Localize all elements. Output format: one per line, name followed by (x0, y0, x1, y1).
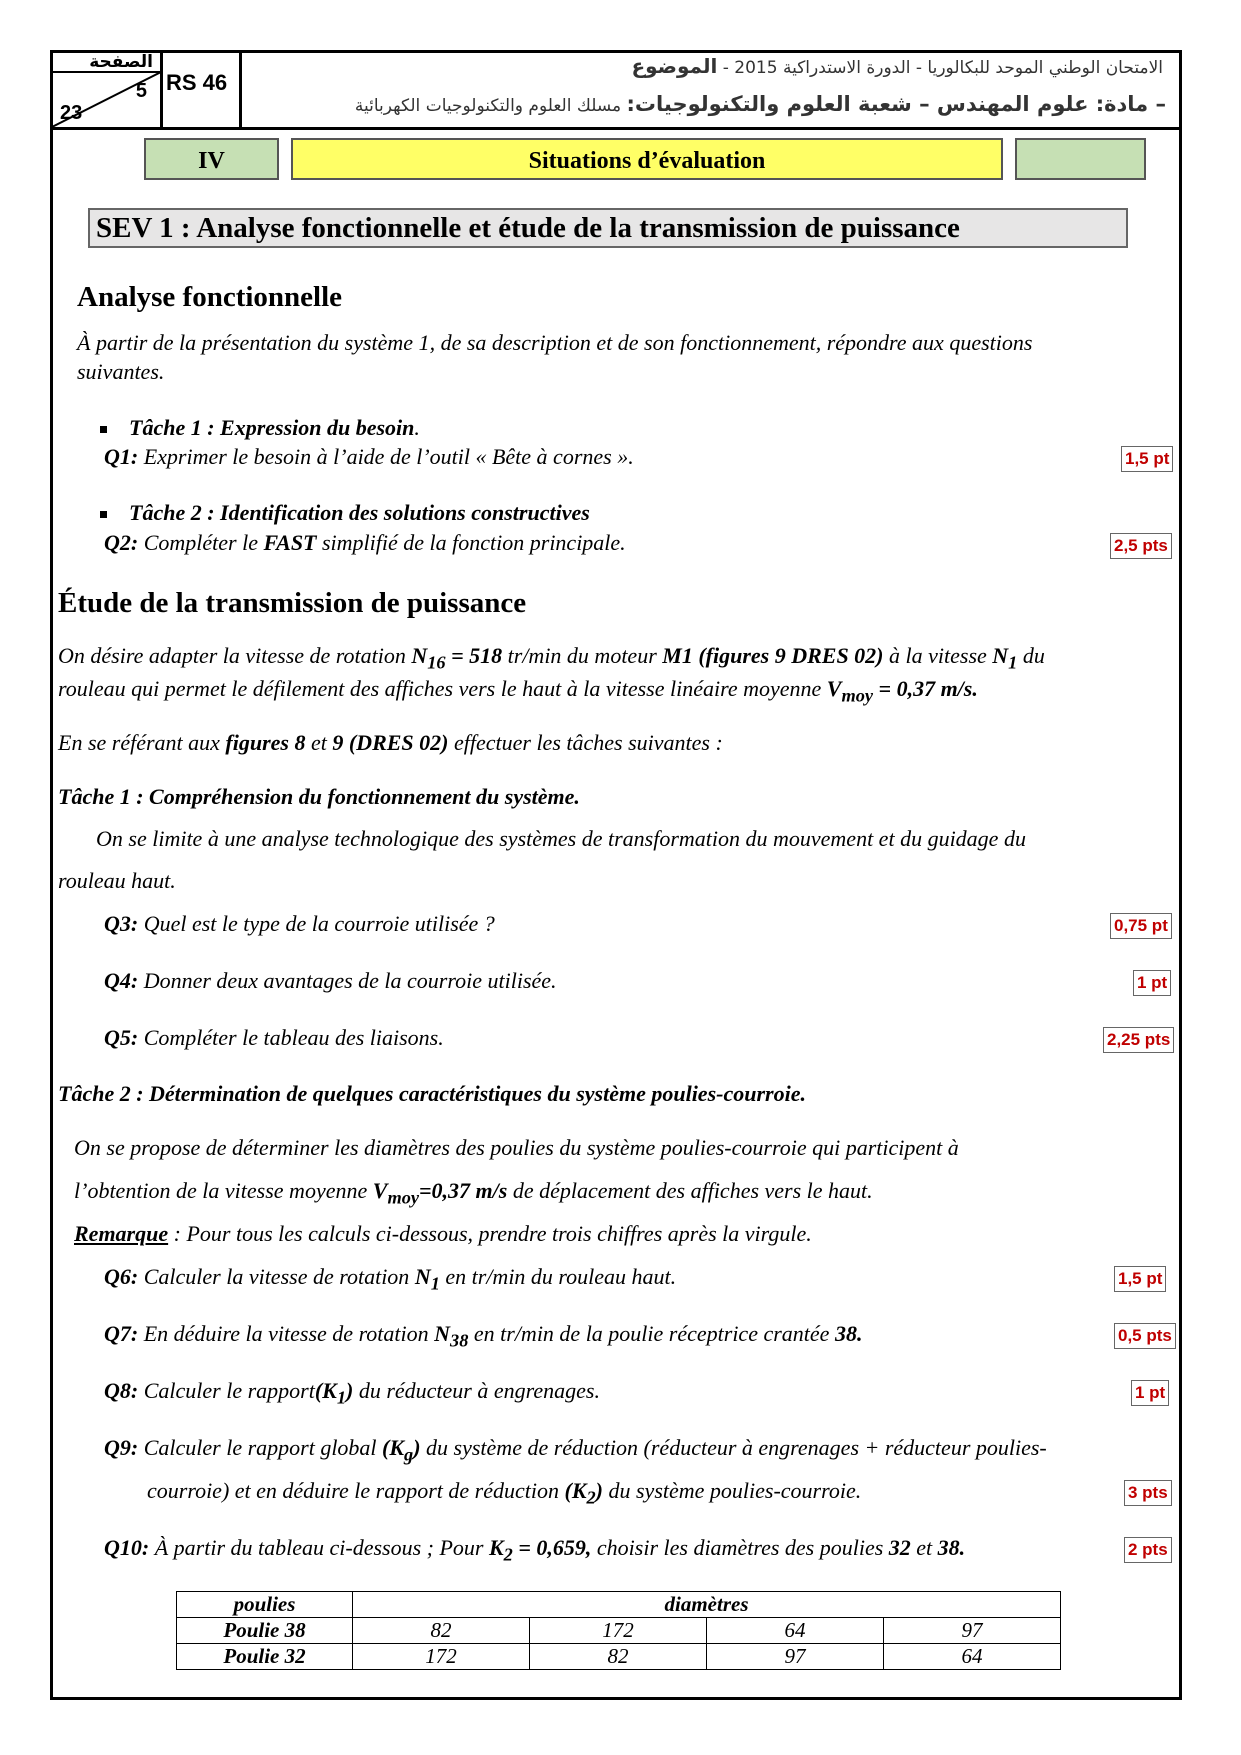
table-cell: 82 (353, 1618, 530, 1644)
table-cell: 82 (530, 1644, 707, 1670)
question-label: Q3: (104, 911, 139, 936)
text: l’obtention de la vitesse moyenne (74, 1178, 373, 1203)
paragraph: On se limite à une analyse technologique des systèmes de transformation du mouvement et du guidage du (96, 826, 1026, 851)
text: moy (387, 1187, 419, 1208)
text: N (434, 1321, 451, 1346)
points-badge: 0,75 pt (1110, 913, 1172, 939)
task-2-title: Tâche 2 : Détermination de quelques caractéristiques du système poulies-courroie. (58, 1081, 806, 1106)
page-number-box (50, 50, 161, 128)
text: 38. (834, 1321, 863, 1346)
header-divider (50, 127, 1182, 130)
text: À partir du tableau ci-dessous ; Pour (149, 1535, 489, 1560)
text: effectuer les tâches suivantes : (448, 730, 723, 755)
question-q10 (104, 1535, 965, 1565)
question-q3 (104, 911, 495, 937)
diameters-table (176, 1591, 1061, 1670)
text: g (404, 1444, 414, 1465)
text: 16 (427, 652, 446, 673)
text: courroie) et en déduire le rapport de réduction (147, 1478, 565, 1503)
table-row (177, 1618, 1061, 1644)
question-text: FAST (263, 530, 317, 555)
table-cell: 172 (353, 1644, 530, 1670)
remark-text: : Pour tous les calculs ci-dessous, prendre trois chiffres après la virgule. (168, 1221, 812, 1246)
table-cell: 97 (884, 1618, 1061, 1644)
text: du réducteur à engrenages. (353, 1378, 600, 1403)
paragraph (58, 643, 1045, 673)
page-label: الصفحة (89, 52, 153, 72)
remark-label: Remarque (74, 1221, 169, 1246)
question-label: Q9: (104, 1435, 139, 1460)
sev-title: SEV 1 : Analyse fonctionnelle et étude de la transmission de puissance (88, 208, 1128, 248)
question-label: Q6: (104, 1264, 139, 1289)
text: 2 (586, 1487, 596, 1508)
text: tr/min du moteur (502, 643, 663, 668)
table-cell: 64 (707, 1618, 884, 1644)
exam-code: RS 46 (166, 70, 228, 95)
text: En déduire la vitesse de rotation (138, 1321, 435, 1346)
text: moy (841, 685, 874, 706)
text: N (411, 643, 428, 668)
text: (K (382, 1435, 405, 1460)
text: 1 (336, 1387, 346, 1408)
page-total: 23 (60, 102, 83, 124)
points-badge: 2,5 pts (1110, 533, 1172, 559)
text: N (414, 1264, 431, 1289)
points-badge: 1 pt (1131, 1380, 1169, 1406)
bullet-icon (100, 511, 107, 518)
text: K (488, 1535, 504, 1560)
text: en tr/min de la poulie réceptrice crantée (468, 1321, 835, 1346)
question-q6 (104, 1264, 676, 1294)
text: 9 (DRES 02) (332, 730, 449, 755)
table-header: diamètres (353, 1592, 1061, 1618)
paragraph (58, 730, 723, 756)
paragraph (58, 676, 978, 706)
intro-line: À partir de la présentation du système 1, de sa description et de son fonctionnement, répondre aux questions (77, 330, 1033, 355)
question-text: Donner deux avantages de la courroie utilisée. (138, 968, 557, 993)
task-2-label: Tâche 2 : Identification des solutions constructives (129, 500, 590, 525)
text: de déplacement des affiches vers le haut. (507, 1178, 873, 1203)
points-badge: 3 pts (1124, 1480, 1172, 1506)
task-1-end: . (414, 415, 420, 440)
text: du système de réduction (réducteur à engrenages + réducteur poulies- (420, 1435, 1047, 1460)
question-label: Q2: (104, 530, 139, 555)
question-q1 (104, 444, 634, 470)
text: figures 8 (225, 730, 306, 755)
table-header-row (177, 1592, 1061, 1618)
task-2 (100, 500, 590, 526)
table-cell: 64 (884, 1644, 1061, 1670)
text: = 0,659, (512, 1535, 592, 1560)
exam-subject: الموضوع (631, 54, 718, 78)
header-divider (239, 50, 242, 128)
table-cell: 172 (530, 1618, 707, 1644)
table-cell: 97 (707, 1644, 884, 1670)
points-badge: 1,5 pt (1121, 446, 1173, 472)
question-q7 (104, 1321, 862, 1351)
section-title: Situations d’évaluation (291, 138, 1003, 180)
text: choisir les diamètres des poulies (591, 1535, 889, 1560)
text: 32 (888, 1535, 911, 1560)
text: M1 (figures 9 DRES 02) (662, 643, 884, 668)
text: V (372, 1178, 388, 1203)
question-q5 (104, 1025, 444, 1051)
question-q2 (104, 530, 626, 556)
text: Calculer le rapport (138, 1378, 315, 1403)
text: (K (564, 1478, 587, 1503)
text: Calculer le rapport global (138, 1435, 383, 1460)
table-header: poulies (177, 1592, 353, 1618)
text: et (305, 730, 333, 755)
question-text: Quel est le type de la courroie utilisée ? (138, 911, 495, 936)
points-badge: 0,5 pts (1114, 1323, 1176, 1349)
exam-title (631, 54, 1163, 78)
table-cell: Poulie 32 (177, 1644, 353, 1670)
question-label: Q7: (104, 1321, 139, 1346)
subject-label: – مادة: علوم المهندس – شعبة العلوم والتكنولوجيات: (626, 92, 1166, 116)
text: N (992, 643, 1009, 668)
question-q8 (104, 1378, 600, 1408)
text: En se référant aux (58, 730, 226, 755)
question-q9-cont (147, 1478, 861, 1508)
text: = 0,37 m/s. (873, 676, 978, 701)
question-q4 (104, 968, 557, 994)
text: =0,37 m/s (419, 1178, 508, 1203)
paragraph: On se propose de déterminer les diamètres des poulies du système poulies-courroie qui participent à (74, 1135, 959, 1160)
question-label: Q8: (104, 1378, 139, 1403)
text: du système poulies-courroie. (603, 1478, 862, 1503)
table-row (177, 1644, 1061, 1670)
text: à la vitesse (883, 643, 993, 668)
points-badge: 2 pts (1124, 1537, 1172, 1563)
task-1 (100, 415, 420, 441)
text: ) (346, 1378, 354, 1403)
bullet-icon (100, 426, 107, 433)
text: On désire adapter la vitesse de rotation (58, 643, 412, 668)
heading-analyse: Analyse fonctionnelle (77, 281, 343, 313)
exam-title-text: الامتحان الوطني الموحد للبكالوريا - الدورة الاستدراكية 2015 - (722, 58, 1163, 78)
question-label: Q4: (104, 968, 139, 993)
question-text: Compléter le tableau des liaisons. (138, 1025, 444, 1050)
points-badge: 1,5 pt (1114, 1266, 1166, 1292)
table-cell: Poulie 38 (177, 1618, 353, 1644)
text: 1 (430, 1273, 440, 1294)
question-text: simplifié de la fonction principale. (316, 530, 626, 555)
task-1-label: Tâche 1 : Expression du besoin (129, 415, 415, 440)
text: ) (413, 1435, 421, 1460)
text: et (910, 1535, 938, 1560)
text: ) (595, 1478, 603, 1503)
question-label: Q10: (104, 1535, 150, 1560)
question-label: Q5: (104, 1025, 139, 1050)
question-text: Exprimer le besoin à l’aide de l’outil « Bête à cornes ». (138, 444, 634, 469)
remark (74, 1221, 812, 1247)
page-number: 5 (135, 80, 147, 102)
track-label: مسلك العلوم والتكنولوجيات الكهربائية (354, 96, 622, 116)
text: en tr/min du rouleau haut. (439, 1264, 677, 1289)
points-badge: 1 pt (1133, 970, 1171, 996)
question-text: Compléter le (138, 530, 264, 555)
text: (K (314, 1378, 337, 1403)
exam-subject-line (355, 92, 1166, 116)
question-q9 (104, 1435, 1047, 1465)
text: rouleau qui permet le défilement des affiches vers le haut à la vitesse linéaire moyenne (58, 676, 827, 701)
text: 1 (1008, 652, 1018, 673)
intro-line: suivantes. (77, 359, 165, 384)
text: V (826, 676, 842, 701)
text: 2 (503, 1544, 513, 1565)
text: du (1017, 643, 1045, 668)
task-1-title: Tâche 1 : Compréhension du fonctionnement du système. (58, 784, 580, 809)
paragraph: rouleau haut. (58, 868, 176, 893)
text: 38 (450, 1330, 469, 1351)
question-label: Q1: (104, 444, 139, 469)
section-blank-box (1015, 138, 1146, 180)
text: 38. (937, 1535, 966, 1560)
paragraph (74, 1178, 873, 1208)
section-number: IV (144, 138, 279, 180)
heading-transmission: Étude de la transmission de puissance (58, 587, 527, 619)
points-badge: 2,25 pts (1103, 1027, 1174, 1053)
text: = 518 (445, 643, 503, 668)
text: Calculer la vitesse de rotation (138, 1264, 415, 1289)
